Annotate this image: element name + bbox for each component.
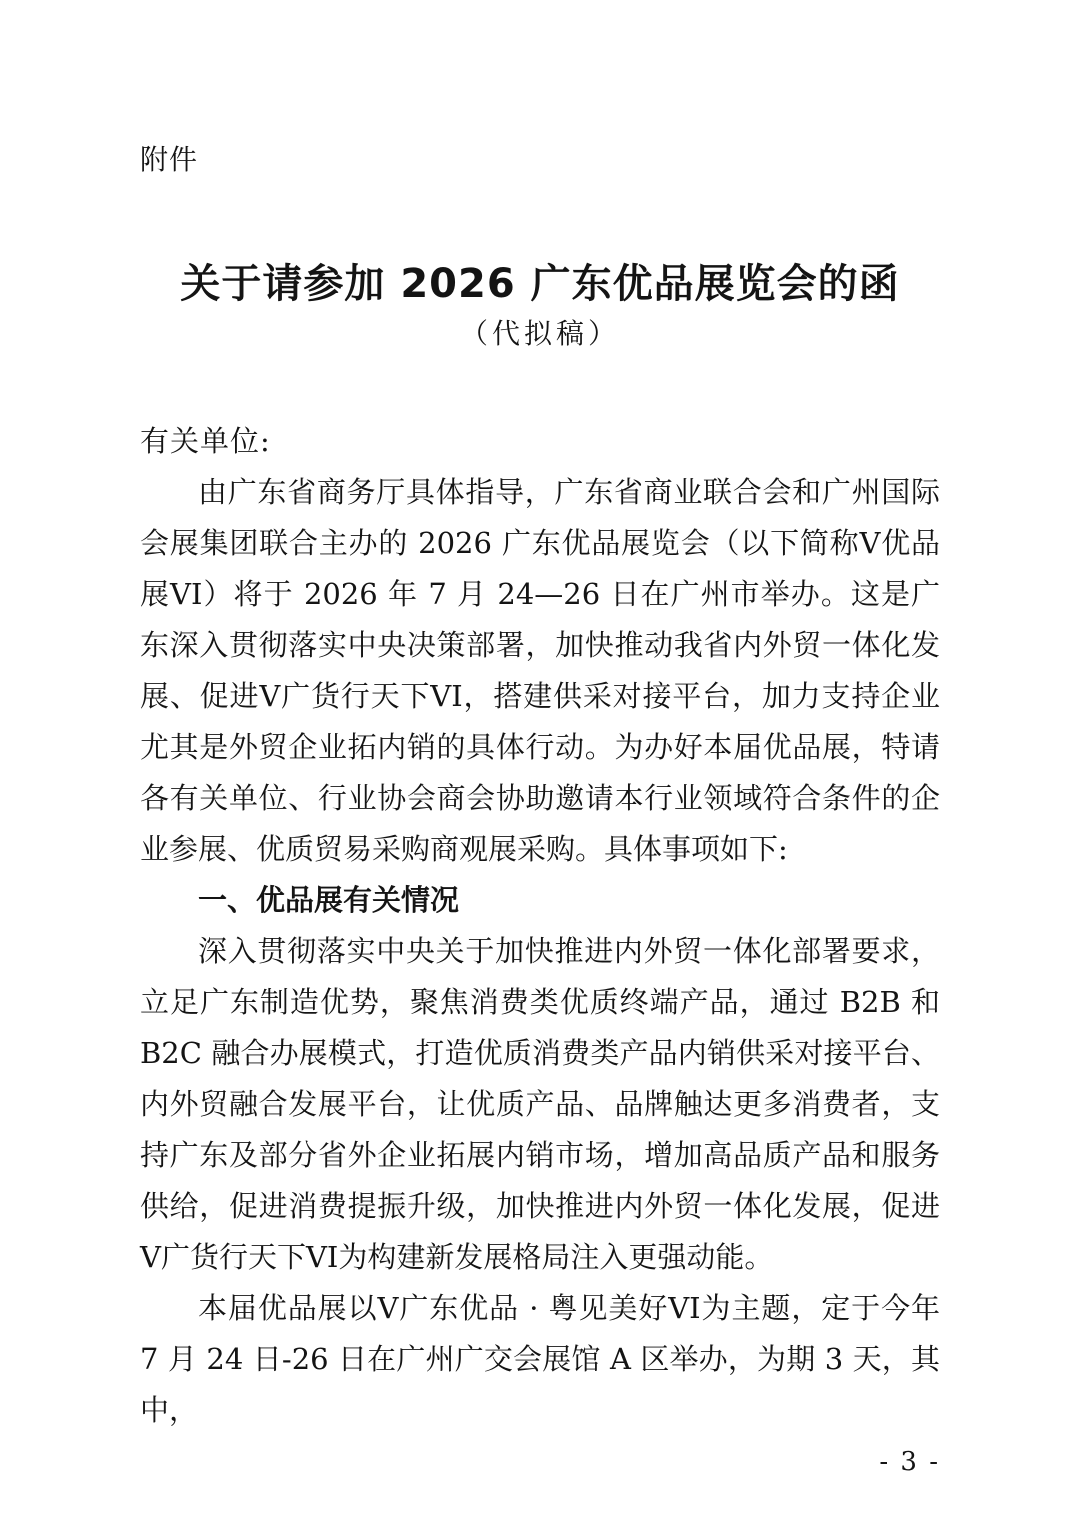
section-heading: 一、优品展有关情况 — [198, 883, 460, 917]
document-body — [140, 416, 940, 1436]
document-subtitle: （代拟稿） — [459, 317, 620, 350]
intro-paragraph: 由广东省商务厅具体指导，广东省商业联合会和广州国际会展集团联合主办的 2026 广东优品展览会（以下简称V优品展VI）将于 2026 年 7 月 24—26 日在广州市举办。这是广东深入贯彻落实中央决策部署，加快推动我省内外贸一体化发展、促进V广货行天下VI，搭建供采对接平台，加力支持企业尤其是外贸企业拓内销的具体行动。为办好本届优品展，特请各有关单位、行业协会商会协助邀请本行业领域符合条件的企业参展、优质贸易采购商观展采购。具体事项如下: — [140, 475, 940, 866]
page-number: - 3 - — [879, 1447, 940, 1477]
document-title: 关于请参加 2026 广东优品展览会的函 — [180, 261, 900, 307]
section-paragraph: 本届优品展以V广东优品 · 粤见美好VI为主题，定于今年 7 月 24 日-26 日在广州广交会展馆 A 区举办，为期 3 天，其中， — [140, 1291, 940, 1427]
salutation: 有关单位: — [140, 424, 271, 458]
section-paragraph: 深入贯彻落实中央关于加快推进内外贸一体化部署要求，立足广东制造优势，聚焦消费类优质终端产品，通过 B2B 和 B2C 融合办展模式，打造优质消费类产品内销供采对接平台、内外贸融合发展平台，让优质产品、品牌触达更多消费者，支持广东及部分省外企业拓展内销市场，增加高品质产品和服务供给，促进消费提振升级，加快推进内外贸一体化发展，促进V广货行天下VI为构建新发展格局注入更强动能。 — [140, 934, 940, 1274]
attachment-label: 附件 — [140, 143, 199, 176]
